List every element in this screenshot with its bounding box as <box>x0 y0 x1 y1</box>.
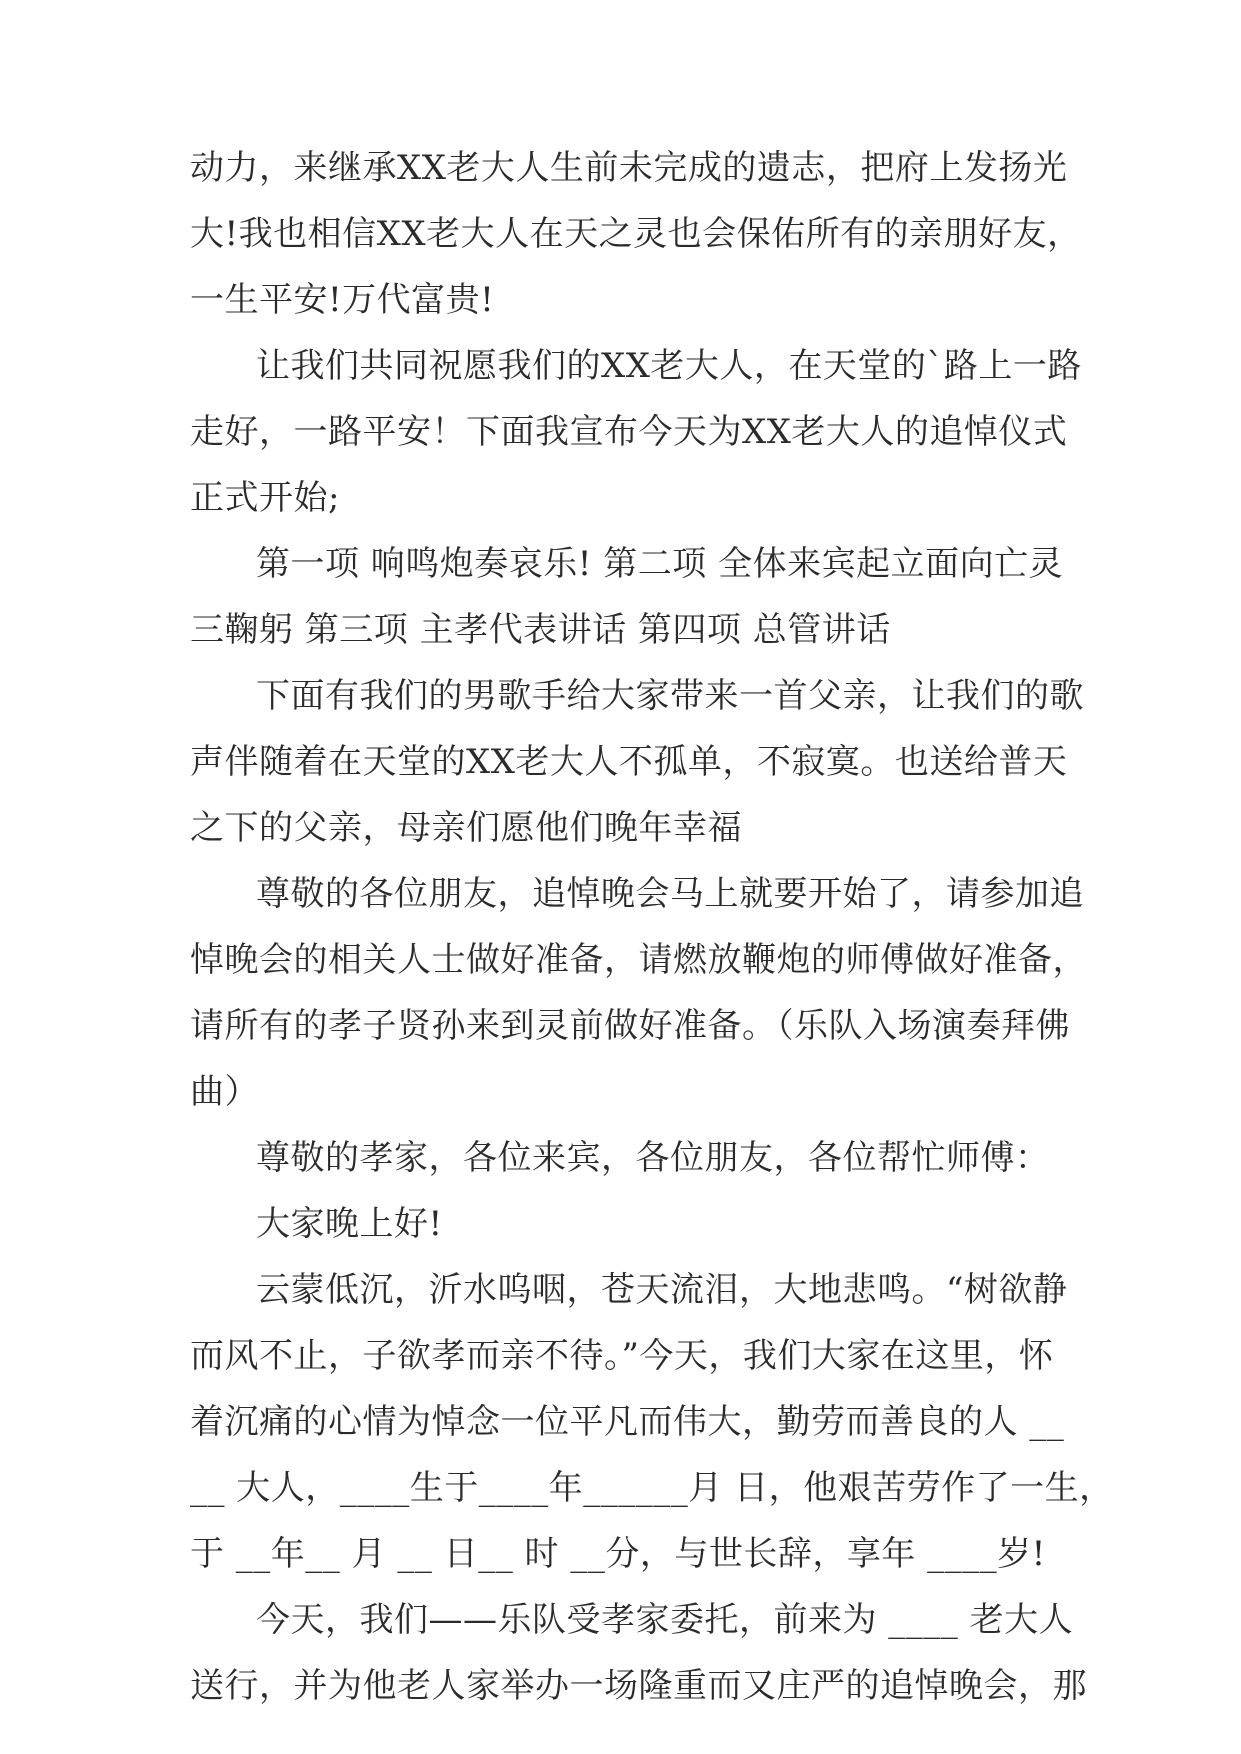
text-line: 大!我也相信XX老大人在天之灵也会保佑所有的亲朋好友， <box>190 214 1082 254</box>
text-line: 于 __年__ 月 __ 日__ 时 __分，与世长辞，享年 ____岁! <box>190 1534 1046 1574</box>
text-line: 悼晚会的相关人士做好准备，请燃放鞭炮的师傅做好准备， <box>190 940 1087 980</box>
text-line: 让我们共同祝愿我们的XX老大人，在天堂的`路上一路 <box>256 346 1082 386</box>
text-line: __ 大人，____生于____年______月 日，他艰苦劳作了一生， <box>190 1468 1114 1508</box>
text-line: 声伴随着在天堂的XX老大人不孤单，不寂寞。也送给普天 <box>190 742 1068 782</box>
text-line: 正式开始; <box>190 478 340 518</box>
text-line: 而风不止，子欲孝而亲不待。”今天，我们大家在这里，怀 <box>190 1336 1054 1376</box>
text-line: 尊敬的各位朋友，追悼晚会马上就要开始了，请参加追 <box>256 874 1084 914</box>
text-line: 第一项 响鸣炮奏哀乐! 第二项 全体来宾起立面向亡灵 <box>256 544 1064 584</box>
text-line: 下面有我们的男歌手给大家带来一首父亲，让我们的歌 <box>256 676 1084 716</box>
text-line: 请所有的孝子贤孙来到灵前做好准备。（乐队入场演奏拜佛 <box>190 1006 1070 1046</box>
text-line: 送行，并为他老人家举办一场隆重而又庄严的追悼晚会，那 <box>190 1666 1087 1706</box>
text-line: 曲） <box>190 1072 259 1112</box>
text-line: 动力，来继承XX老大人生前未完成的遗志，把府上发扬光 <box>190 148 1068 188</box>
text-line: 云蒙低沉，沂水呜咽，苍天流泪，大地悲鸣。“树欲静 <box>256 1270 1068 1310</box>
text-line: 之下的父亲，母亲们愿他们晚年幸福 <box>190 808 742 848</box>
text-line: 走好，一路平安！下面我宣布今天为XX老大人的追悼仪式 <box>190 412 1068 452</box>
text-line: 尊敬的孝家，各位来宾，各位朋友，各位帮忙师傅： <box>256 1138 1050 1178</box>
text-line: 三鞠躬 第三项 主孝代表讲话 第四项 总管讲话 <box>190 610 891 650</box>
text-line: 着沉痛的心情为悼念一位平凡而伟大，勤劳而善良的人 __ <box>190 1402 1065 1442</box>
text-line: 一生平安!万代富贵! <box>190 280 495 320</box>
text-line: 大家晚上好! <box>256 1204 443 1244</box>
text-line: 今天，我们——乐队受孝家委托，前来为 ____ 老大人 <box>256 1600 1074 1640</box>
